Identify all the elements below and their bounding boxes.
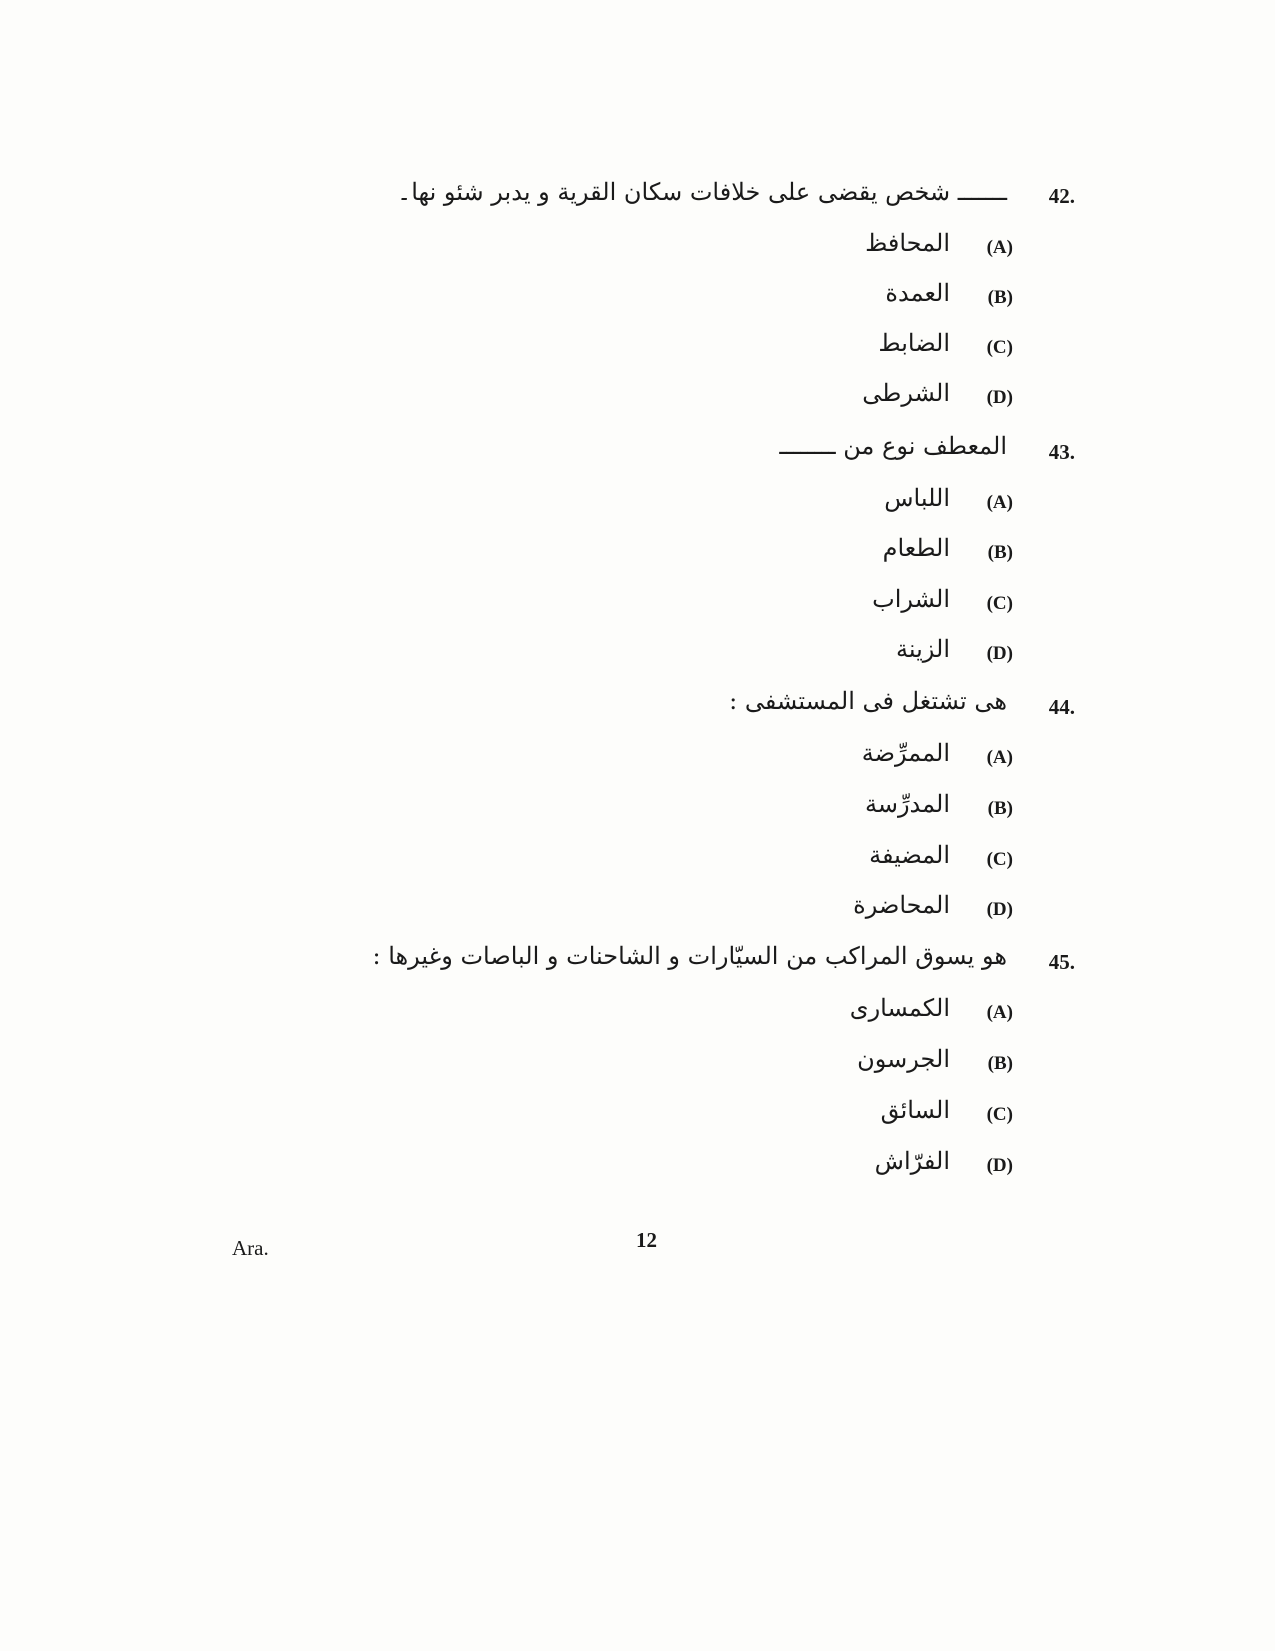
option-label-d: (D) — [986, 643, 1013, 664]
option-text-b: العمدة — [885, 279, 950, 307]
option-label-b: (B) — [987, 1053, 1013, 1074]
option-text-d: المحاضرة — [853, 891, 950, 919]
option-text-c: السائق — [880, 1096, 950, 1124]
question-text: ـــــــ شخص يقضى على خلافات سكان القرية و يدبر شئو نها۔ — [397, 178, 1007, 206]
option-label-c: (C) — [986, 849, 1013, 870]
option-text-d: الفرّاش — [874, 1147, 950, 1175]
page-number: 12 — [636, 1228, 657, 1252]
option-text-b: الجرسون — [857, 1045, 950, 1073]
option-text-c: الضابط — [878, 329, 950, 357]
question-text: هو يسوق المراكب من السيّارات و الشاحنات و الباصات وغيرها : — [372, 942, 1007, 970]
subject-code: Ara. — [232, 1236, 269, 1260]
option-text-a: اللباس — [884, 484, 950, 512]
option-label-c: (C) — [986, 337, 1013, 358]
option-text-a: المحافظ — [865, 229, 950, 257]
option-text-b: الطعام — [882, 534, 950, 562]
option-text-a: الكمسارى — [849, 994, 950, 1022]
option-text-d: الزينة — [895, 635, 950, 663]
option-label-b: (B) — [987, 542, 1013, 563]
question-text: المعطف نوع من ــــــــ — [779, 432, 1007, 460]
option-label-b: (B) — [987, 798, 1013, 819]
question-number: 45. — [1048, 950, 1075, 974]
option-text-c: المضيفة — [869, 841, 950, 869]
option-label-a: (A) — [986, 1002, 1013, 1023]
option-text-c: الشراب — [872, 585, 950, 613]
option-label-d: (D) — [986, 387, 1013, 408]
option-label-a: (A) — [986, 747, 1013, 768]
option-label-c: (C) — [986, 1104, 1013, 1125]
option-label-d: (D) — [986, 899, 1013, 920]
option-text-a: الممرِّضة — [861, 739, 950, 767]
option-label-c: (C) — [986, 593, 1013, 614]
option-label-d: (D) — [986, 1155, 1013, 1176]
option-text-d: الشرطى — [862, 379, 950, 407]
option-label-a: (A) — [986, 237, 1013, 258]
question-text: هى تشتغل فى المستشفى : — [729, 687, 1007, 715]
option-label-b: (B) — [987, 287, 1013, 308]
question-number: 44. — [1048, 695, 1075, 719]
option-text-b: المدرِّسة — [864, 790, 950, 818]
question-number: 43. — [1048, 440, 1075, 464]
question-number: 42. — [1048, 184, 1075, 208]
option-label-a: (A) — [986, 492, 1013, 513]
